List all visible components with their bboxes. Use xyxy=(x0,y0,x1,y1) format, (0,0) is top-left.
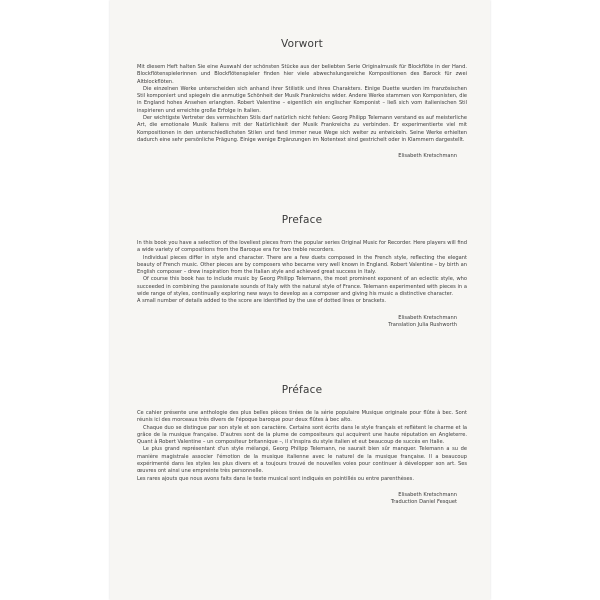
paragraph: Of course this book has to include music by Georg Philipp Telemann, the most prominent exponent of an eclectic style, who succeeded in combining the passionate sounds of Italy with the natural style of France. Telemann experimented with pieces in a wide range of styles, continually exploring new ways to develop as a composer and giving his music a distinctive character. xyxy=(137,276,467,298)
translator-name: Translation Julia Rushworth xyxy=(388,322,457,329)
author-name: Elisabeth Kretschmann xyxy=(398,153,457,160)
section-title: Vorwort xyxy=(281,38,323,50)
signature-block xyxy=(137,153,467,160)
paragraph: Ce cahier présente une anthologie des plus belles pièces tirées de la série populaire Musique originale pour flûte à bec. Sont réunis ici des morceaux très divers de l'époque baroque pour deux flûtes à bec alto. xyxy=(137,410,467,424)
signature-block xyxy=(137,492,467,507)
paragraph: Mit diesem Heft halten Sie eine Auswahl der schönsten Stücke aus der beliebten Serie Originalmusik für Blockflöte in der Hand. Blockflötenspielerinnen und Blockflötenspieler finden hier viele abwechslungsreiche Kompositionen des Barock für zwei Altblockflöten. xyxy=(137,64,467,85)
section-title: Préface xyxy=(281,384,323,396)
translator-name: Traduction Daniel Fesquet xyxy=(390,499,457,506)
signature-block xyxy=(137,315,467,330)
paragraph: Chaque duo se distingue par son style et son caractère. Certains sont écrits dans le style français et reflètent le charme et la grâce de la musique française. D'autres sont de la plume de compositeurs qui acquirent une haute réputation en Angleterre. Quant à Robert Valentine – un compositeur britannique –, il s'inspira du style italien et eut beaucoup de succès en Italie. xyxy=(137,424,467,446)
booklet-page xyxy=(110,0,490,600)
paragraph: Der wichtigste Vertreter des vermischten Stils darf natürlich nicht fehlen: Georg Philipp Telemann verstand es auf meisterliche Art, die emotionale Musik Italiens mit der Natürlichkeit der Musik Frankreichs zu verbinden. Er experimentierte viel mit Kompositionen in den unterschiedlichsten Stilen und fand immer neue Wege sich weiter zu entwickeln. Seine Werke erhielten dadurch eine sehr persönliche Prägung. Einige wenige Ergänzungen im Notentext sind gestrichelt oder in Klammern dargestellt. xyxy=(137,115,467,143)
section-preface-fr xyxy=(137,384,467,507)
section-vorwort xyxy=(137,38,467,161)
author-name: Elisabeth Kretschmann xyxy=(398,491,457,498)
section-preface xyxy=(137,214,467,329)
paragraph: In this book you have a selection of the loveliest pieces from the popular series Original Music for Recorder. Here players will find a wide variety of compositions from the Baroque era for two treble recorders. xyxy=(137,240,467,254)
author-name: Elisabeth Kretschmann xyxy=(398,314,457,321)
paragraph: Individual pieces differ in style and character. There are a few duets composed in the French style, reflecting the elegant beauty of French music. Other pieces are by composers who became very well known in England. Robert Valentine – by birth an English composer – drew inspiration from the Italian style and achieved great success in Italy. xyxy=(137,254,467,276)
section-title: Preface xyxy=(281,214,323,226)
paragraph: Le plus grand représentant d'un style mélangé, Georg Philipp Telemann, ne saurait bien sûr manquer. Telemann a su de manière magistrale associer l'émotion de la musique italienne avec le naturel de la musique française. Il a beaucoup expérimenté dans les styles les plus divers et a toujours trouvé de nouvelles voies pour continuer à développer son art. Ses œuvres ont ainsi une empreinte très personnelle. xyxy=(137,446,467,475)
paragraph: Die einzelnen Werke unterscheiden sich anhand ihrer Stilistik und ihres Charakters. Einige Duette wurden im französischen Stil komponiert und spiegeln die anmutige Schönheit der Musik Frankreichs wider. Andere Werke stammen von Komponisten, die in England hohes Ansehen erlangten. Robert Valentine – eigentlich ein englischer Komponist – ließ sich vom italienischen Stil inspirieren und erreichte große Erfolge in Italien. xyxy=(137,85,467,114)
paragraph: Les rares ajouts que nous avons faits dans le texte musical sont indiqués en pointillés ou entre parenthèses. xyxy=(137,475,414,482)
paragraph: A small number of details added to the score are identified by the use of dotted lines or brackets. xyxy=(137,298,387,305)
